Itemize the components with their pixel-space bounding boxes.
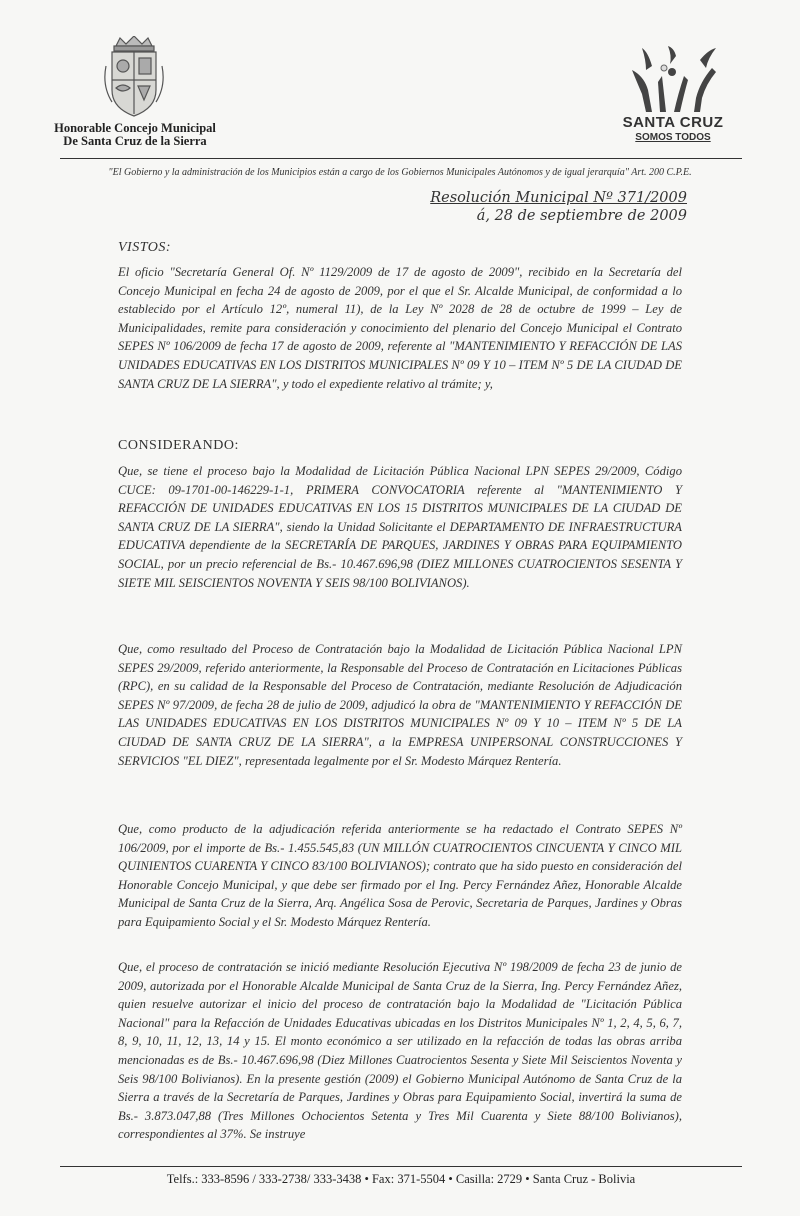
constitutional-motto: "El Gobierno y la administración de los Municipios están a cargo de los Gobiernos Municipales Autónomos y de igual jerarquía" Art. 200 C.P.E. — [108, 167, 692, 178]
header-divider — [60, 158, 742, 159]
brand-tagline: SOMOS TODOS — [635, 132, 711, 143]
resolution-date: á, 28 de septiembre de 2009 — [476, 208, 687, 224]
section-heading-considerando: CONSIDERANDO: — [118, 438, 239, 453]
org-line-2: De Santa Cruz de la Sierra — [63, 134, 207, 148]
footer-divider — [60, 1166, 742, 1167]
organization-name — [40, 122, 230, 148]
org-line-1: Honorable Concejo Municipal — [54, 121, 216, 135]
considerando-paragraph-1: Que, se tiene el proceso bajo la Modalidad de Licitación Pública Nacional LPN SEPES 29/2009, Código CUCE: 09-1701-00-146229-1-1, PRIMERA CONVOCATORIA referente al "MANTENIMIENTO Y REFACCIÓN DE UNIDADES EDUCATIVAS EN LOS 15 DISTRITOS MUNICIPALES DE LA CIUDAD DE SANTA CRUZ DE LA SIERRA", siendo la Unidad Solicitante el DEPARTAMENTO DE INFRAESTRUCTURA EDUCATIVA dependiente de la SECRETARÍA DE PARQUES, JARDINES Y OBRAS PARA EQUIPAMIENTO SOCIAL, por un precio referencial de Bs.- 10.467.696,98 (DIEZ MILLONES CUATROCIENTOS SESENTA Y SIETE MIL SEISCIENTOS NOVENTA Y SEIS 98/100 BOLIVIANOS). — [118, 464, 682, 590]
section-heading-vistos: VISTOS: — [118, 240, 172, 255]
considerando-paragraph-3: Que, como producto de la adjudicación referida anteriormente se ha redactado el Contrato SEPES Nº 106/2009, por el importe de Bs.- 1.455.545,83 (UN MILLÓN CUATROCIENTOS CINCUENTA Y CINCO MIL QUINIENTOS CUARENTA Y CINCO 83/100 BOLIVIANOS); contrato que ha sido puesto en consideración del Honorable Concejo Municipal, y que debe ser firmado por el Ing. Percy Fernández Añez, Honorable Alcalde Municipal de Santa Cruz de la Sierra, Arq. Angélica Sosa de Perovic, Secretaria de Parques, Jardines y Obras para Equipamiento Social y el Sr. Modesto Márquez Rentería. — [118, 822, 682, 929]
vistos-paragraph: El oficio "Secretaría General Of. Nº 1129/2009 de 17 de agosto de 2009", recibido en la Secretaría del Concejo Municipal en fecha 24 de agosto de 2009, por el que el Sr. Alcalde Municipal, de conformidad a lo establecido por el Artículo 12º, numeral 11), de la Ley Nº 2028 de 28 de octubre de 1999 – Ley de Municipalidades, remite para consideración y conocimiento del plenario del Concejo Municipal el Contrato SEPES Nº 106/2009 de fecha 17 de agosto de 2009, referente al "MANTENIMIENTO Y REFACCIÓN DE LAS UNIDADES EDUCATIVAS EN LOS DISTRITOS MUNICIPALES Nº 09 Y 10 – ITEM Nº 5 DE LA CIUDAD DE SANTA CRUZ DE LA SIERRA", y todo el expediente relativo al trámite; y, — [118, 265, 682, 391]
considerando-paragraph-2: Que, como resultado del Proceso de Contratación bajo la Modalidad de Licitación Pública Nacional LPN SEPES 29/2009, referido anteriormente, la Responsable del Proceso de Contratación en Licitaciones Públicas (RPC), en su calidad de la Responsable del Proceso de Contratación, mediante Resolución de Adjudicación SEPES Nº 97/2009, de fecha 28 de julio de 2009, adjudicó la obra de "MANTENIMIENTO Y REFACCIÓN DE LAS UNIDADES EDUCATIVAS EN LOS DISTRITOS MUNICIPALES Nº 09 Y 10 – ITEM Nº 5 DE LA CIUDAD DE SANTA CRUZ DE LA SIERRA", a la EMPRESA UNIPERSONAL CONSTRUCCIONES Y SERVICIOS "EL DIEZ", representada legalmente por el Sr. Modesto Márquez Rentería. — [118, 642, 682, 768]
brand-name: SANTA CRUZ — [622, 114, 724, 131]
considerando-paragraph-4: Que, el proceso de contratación se inició mediante Resolución Ejecutiva Nº 198/2009 de fecha 23 de junio de 2009, autorizada por el Honorable Alcalde Municipal de Santa Cruz de la Sierra, Ing. Percy Fernández Añez, quien resuelve autorizar el inicio del proceso de contratación bajo la Modalidad de "Licitación Pública Nacional" para la Refacción de Unidades Educativas ubicadas en los Distritos Municipales Nº 1, 2, 4, 5, 6, 7, 8, 9, 10, 11, 12, 13, 14 y 15. El monto económico a ser utilizado en la refacción de todas las obras arriba mencionadas es de Bs.- 10.467.696,98 (Diez Millones Cuatrocientos Sesenta y Siete Mil Seiscientos Noventa y Seis 98/100 Bolivianos). En la presente gestión (2009) el Gobierno Municipal Autónomo de Santa Cruz de la Sierra a través de la Secretaría de Parques, Jardines y Obras para Equipamiento Social, invertirá la suma de Bs.- 3.873.047,88 (Tres Millones Ochocientos Setenta y Tres Mil Cuarenta y Siete 88/100 Bolivianos), correspondientes al 37%. Se instruye — [118, 960, 682, 1142]
resolution-title: Resolución Municipal Nº 371/2009 — [430, 190, 687, 206]
footer-contact: Telfs.: 333-8596 / 333-2738/ 333-3438 • Fax: 371-5504 • Casilla: 2729 • Santa Cruz - Bolivia — [166, 1172, 636, 1186]
coat-of-arms-icon — [102, 36, 166, 120]
